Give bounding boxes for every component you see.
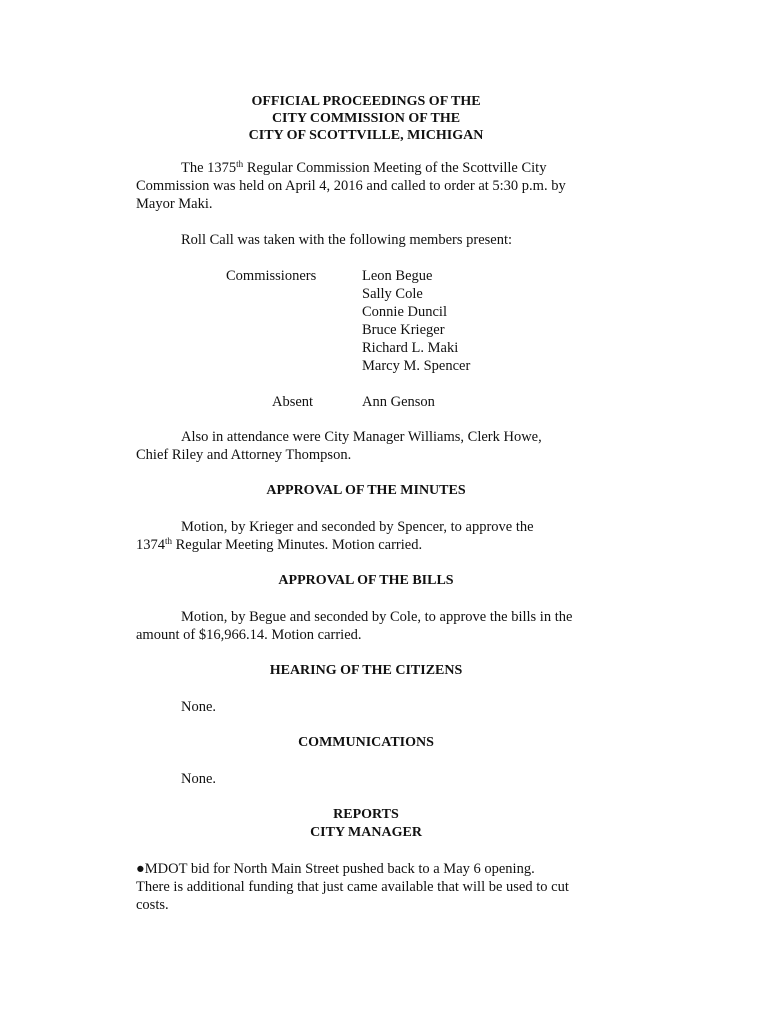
member-name: Marcy M. Spencer xyxy=(362,358,471,374)
bills-line-1: Motion, by Begue and seconded by Cole, to approve the bills in the xyxy=(181,609,573,625)
title-line-1: OFFICIAL PROCEEDINGS OF THE xyxy=(251,94,481,109)
citizens-heading: HEARING OF THE CITIZENS xyxy=(269,663,463,678)
absent-label: Absent xyxy=(272,394,314,410)
minutes-line-2: 1374th Regular Meeting Minutes. Motion carried. xyxy=(136,536,423,553)
member-names xyxy=(362,267,470,375)
commissioners-list xyxy=(136,267,596,375)
reports-heading: REPORTS xyxy=(333,807,399,822)
bills-heading: APPROVAL OF THE BILLS xyxy=(278,573,454,588)
communications-text: None. xyxy=(181,771,217,787)
bills-line-2: amount of $16,966.14. Motion carried. xyxy=(136,627,362,643)
document-title xyxy=(136,93,596,144)
attendance-line-2: Chief Riley and Attorney Thompson. xyxy=(136,447,352,463)
title-line-3: CITY OF SCOTTVILLE, MICHIGAN xyxy=(248,128,484,143)
report-line-3: costs. xyxy=(136,897,169,913)
member-name: Connie Duncil xyxy=(362,304,447,320)
bills-paragraph xyxy=(136,608,596,644)
absent-row xyxy=(136,393,596,411)
attendance-line-1: Also in attendance were City Manager Williams, Clerk Howe, xyxy=(181,429,542,445)
communications-heading: COMMUNICATIONS xyxy=(298,735,434,750)
city-manager-report xyxy=(136,860,596,914)
roll-call-text: Roll Call was taken with the following members present: xyxy=(181,232,513,248)
minutes-paragraph xyxy=(136,518,596,554)
intro-line-3: Mayor Maki. xyxy=(136,196,213,212)
member-name: Leon Begue xyxy=(362,268,433,284)
member-name: Sally Cole xyxy=(362,286,423,302)
minutes-line-1: Motion, by Krieger and seconded by Spencer, to approve the xyxy=(181,519,534,535)
absent-member: Ann Genson xyxy=(362,394,435,410)
report-line-2: There is additional funding that just came available that will be used to cut xyxy=(136,879,569,895)
attendance-paragraph xyxy=(136,428,596,464)
intro-line-2: Commission was held on April 4, 2016 and called to order at 5:30 p.m. by xyxy=(136,178,566,194)
member-name: Richard L. Maki xyxy=(362,340,459,356)
document-body xyxy=(136,93,596,914)
intro-line-1: The 1375th Regular Commission Meeting of the Scottville City xyxy=(181,159,547,176)
city-manager-heading: CITY MANAGER xyxy=(310,825,422,840)
report-line-1: ●MDOT bid for North Main Street pushed back to a May 6 opening. xyxy=(136,861,535,877)
intro-paragraph xyxy=(136,159,596,213)
title-line-2: CITY COMMISSION OF THE xyxy=(271,111,461,126)
commissioners-label: Commissioners xyxy=(226,268,317,284)
citizens-text: None. xyxy=(181,699,217,715)
member-name: Bruce Krieger xyxy=(362,322,445,338)
minutes-heading: APPROVAL OF THE MINUTES xyxy=(266,483,466,498)
